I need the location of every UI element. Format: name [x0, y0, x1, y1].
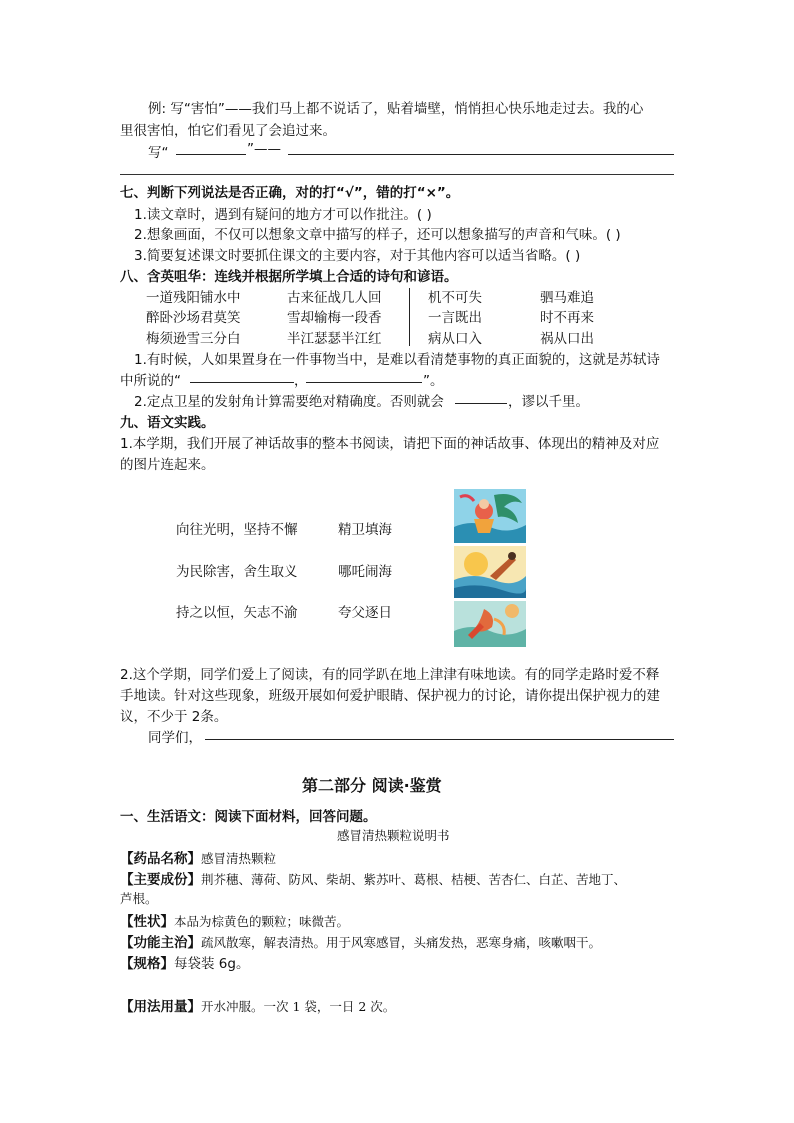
sec9-q2-prefix: 同学们， — [148, 730, 202, 746]
usage-value: 开水冲服。一次 1 袋，一日 2 次。 — [201, 999, 396, 1014]
sec9-q2-line3: 议，不少于 2条。 — [120, 709, 228, 725]
poem-right-3[interactable]: 半江瑟瑟半江红 — [287, 331, 382, 347]
sec7-item-2: 2.想象画面，不仅可以想象文章中描写的样子，还可以想象描写的声音和气味。( ) — [134, 227, 621, 243]
traits-label: 【性状】 — [120, 914, 174, 930]
sec7-item-1: 1.读文章时，遇到有疑问的地方才可以作批注。( ) — [134, 207, 432, 223]
sec9-q1-line1: 1.本学期，我们开展了神话故事的整本书阅读，请把下面的神话故事、体现出的精神及对应 — [120, 436, 660, 452]
poem-left-3[interactable]: 梅须逊雪三分白 — [146, 331, 241, 347]
sec8-q1-prefix: 中所说的“ — [120, 373, 181, 389]
column-separator — [409, 288, 410, 346]
sec9-q1-line2: 的图片连起来。 — [120, 457, 215, 473]
sec8-q1-line1: 1.有时候，人如果置身在一件事物当中，是难以看清楚事物的真正面貌的，这就是苏轼诗 — [134, 352, 660, 368]
write-blank-word[interactable] — [176, 154, 246, 155]
part2-q1-title: 一、生活语文：阅读下面材料，回答问题。 — [120, 809, 377, 825]
poem-left-1[interactable]: 一道残阳铺水中 — [146, 290, 241, 306]
write-blank-sentence[interactable] — [288, 154, 674, 155]
write-mid: ”—— — [247, 141, 281, 157]
spirit-3[interactable]: 持之以恒，矢志不渝 — [176, 605, 298, 621]
usage-label: 【用法用量】 — [120, 999, 201, 1015]
sec8-q2-end: ，谬以千里。 — [508, 394, 589, 410]
spirit-2[interactable]: 为民除害，舍生取义 — [176, 564, 298, 580]
sec9-title: 九、语文实践。 — [120, 415, 215, 431]
ingredients-value: 荆芥穗、薄荷、防风、柴胡、紫苏叶、葛根、桔梗、苦杏仁、白芷、苦地丁、 — [201, 872, 627, 887]
myth-illustration-2[interactable] — [454, 546, 526, 598]
sec8-q1-comma: ， — [294, 373, 308, 389]
story-3[interactable]: 夸父逐日 — [338, 605, 392, 621]
sec8-title: 八、含英咀华：连线并根据所学填上合适的诗句和谚语。 — [120, 269, 458, 285]
leaflet-title: 感冒清热颗粒说明书 — [337, 828, 450, 843]
name-value: 感冒清热颗粒 — [201, 851, 277, 866]
write-prefix: 写“ — [148, 145, 169, 161]
ingredients-label: 【主要成份】 — [120, 872, 201, 888]
poem-right-1[interactable]: 古来征战几人回 — [287, 290, 382, 306]
spec-label: 【规格】 — [120, 956, 174, 972]
sec7-title: 七、判断下列说法是否正确，对的打“√”，错的打“×”。 — [120, 185, 460, 201]
story-2[interactable]: 哪吒闹海 — [338, 564, 392, 580]
poem-left-2[interactable]: 醉卧沙场君莫笑 — [146, 310, 241, 326]
proverb-left-2[interactable]: 一言既出 — [428, 310, 482, 326]
poem-right-2[interactable]: 雪却输梅一段香 — [287, 310, 382, 326]
proverb-right-1[interactable]: 驷马难追 — [540, 290, 594, 306]
function-label: 【功能主治】 — [120, 935, 201, 951]
myth-illustration-3[interactable] — [454, 601, 526, 647]
sec9-q2-line2: 手地读。针对这些现象，班级开展如何爱护眼睛、保护视力的讨论，请你提出保护视力的建 — [120, 688, 660, 704]
proverb-right-2[interactable]: 时不再来 — [540, 310, 594, 326]
proverb-left-3[interactable]: 病从口入 — [428, 331, 482, 347]
example-line-2: 里很害怕，怕它们看见了会追过来。 — [120, 123, 336, 139]
divider-line — [120, 174, 674, 175]
traits-value: 本品为棕黄色的颗粒；味微苦。 — [174, 914, 350, 929]
function-value: 疏风散寒，解表清热。用于风寒感冒，头痛发热，恶寒身痛，咳嗽咽干。 — [201, 935, 602, 950]
vision-suggestion-blank[interactable] — [205, 739, 674, 740]
poem-blank-1[interactable] — [190, 382, 294, 383]
sec9-q2-line1: 2.这个学期，同学们爱上了阅读，有的同学趴在地上津津有味地读。有的同学走路时爱不释 — [120, 667, 660, 683]
spec-value: 每袋装 6g。 — [174, 956, 250, 972]
example-line-1: 例: 写“害怕”——我们马上都不说话了，贴着墙壁，悄悄担心快乐地走过去。我的心 — [148, 101, 644, 117]
sec8-q1-end: ”。 — [423, 373, 444, 389]
proverb-left-1[interactable]: 机不可失 — [428, 290, 482, 306]
spirit-1[interactable]: 向往光明，坚持不懈 — [176, 522, 298, 538]
myth-illustration-1[interactable] — [454, 489, 526, 543]
poem-blank-2[interactable] — [306, 382, 422, 383]
sec7-item-3: 3.简要复述课文时要抓住课文的主要内容，对于其他内容可以适当省略。( ) — [134, 248, 581, 264]
story-1[interactable]: 精卫填海 — [338, 522, 392, 538]
name-label: 【药品名称】 — [120, 851, 201, 867]
proverb-right-3[interactable]: 祸从口出 — [540, 331, 594, 347]
sec8-q2-prefix: 2.定点卫星的发射角计算需要绝对精确度。否则就会 — [134, 394, 444, 410]
idiom-blank[interactable] — [455, 403, 507, 404]
ingredients-value-cont: 芦根。 — [120, 891, 158, 906]
part2-heading: 第二部分 阅读·鉴赏 — [302, 776, 442, 795]
